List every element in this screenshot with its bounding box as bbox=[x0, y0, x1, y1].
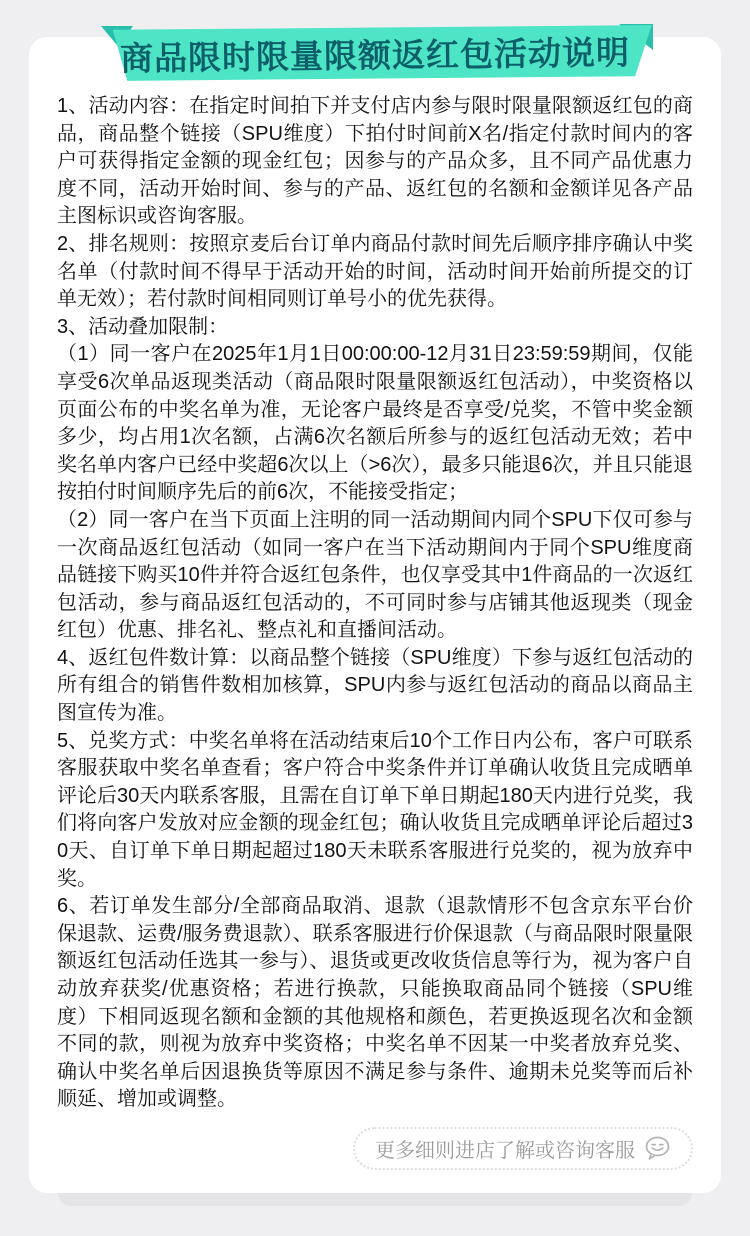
rules-text-block bbox=[57, 93, 693, 1114]
rule-paragraph-stacking-limit-heading: 3、活动叠加限制： bbox=[57, 315, 229, 338]
more-info-label: 更多细则进店了解或咨询客服 bbox=[375, 1140, 635, 1162]
activity-title-banner bbox=[96, 24, 654, 82]
rule-paragraph-cancel-refund: 6、若订单发生部分/全部商品取消、退款（退款情形不包含京东平台价保退款、运费/服务费退款）、联系客服进行价保退款（与商品限时限量限额返红包活动任选其一参与）、退货或更改收货信息等行为，视为客户自动放弃获奖/优惠资格；若进行换款，只能换取商品同个链接（SPU维度）下相同返现名额和金额的其他规格和颜色，若更换返现名次和金额不同的款，则视为放弃中奖资格；中奖名单不因某一中奖者放弃兑奖、确认中奖名单后因退换货等原因不满足参与条件、逾期未兑奖等而后补顺延、增加或调整。 bbox=[57, 895, 693, 1111]
page-title: 商品限时限量限额返红包活动说明 bbox=[119, 33, 631, 77]
card-stack-shadow bbox=[58, 1193, 692, 1206]
more-info-pill-button[interactable] bbox=[353, 1127, 693, 1170]
rule-paragraph-redeem-method: 5、兑奖方式：中奖名单将在活动结束后10个工作日内公布，客户可联系客服获取中奖名单查看；客户符合中奖条件并订单确认收货且完成晒单评论后30天内联系客服，且需在自订单下单日期起180天内进行兑奖，我们将向客户发放对应金额的现金红包；确认收货且完成晒单评论后超过30天、自订单下单日期起超过180天未联系客服进行兑奖的，视为放弃中奖。 bbox=[57, 729, 693, 890]
rule-paragraph-activity-content: 1、活动内容：在指定时间拍下并支付店内参与限时限量限额返红包的商品，商品整个链接（SPU维度）下拍付时间前X名/指定付款时间内的客户可获得指定金额的现金红包；因参与的产品众多，且不同产品优惠力度不同，活动开始时间、参与的产品、返红包的名额和金额详见各产品主图标识或咨询客服。 bbox=[57, 95, 693, 228]
rule-paragraph-stacking-limit-1: （1）同一客户在2025年1月1日00:00:00-12月31日23:59:59期间，仅能享受6次单品返现类活动（商品限时限量限额返红包活动），中奖资格以页面公布的中奖名单为准，无论客户最终是否享受/兑奖，不管中奖金额多少，均占用1次名额，占满6次名额后所参与的返红包活动无效；若中奖名单内客户已经中奖超6次以上（>6次），最多只能退6次，并且只能退按拍付时间顺序先后的前6次，不能接受指定； bbox=[57, 343, 693, 504]
chat-smiley-icon bbox=[644, 1136, 671, 1161]
rule-paragraph-ranking: 2、排名规则：按照京麦后台订单内商品付款时间先后顺序排序确认中奖名单（付款时间不得早于活动开始的时间，活动时间开始前所提交的订单无效）；若付款时间相同则订单号小的优先获得。 bbox=[57, 232, 693, 311]
rule-paragraph-stacking-limit-2: （2）同一客户在当下页面上注明的同一活动期间内同个SPU下仅可参与一次商品返红包活动（如同一客户在当下活动期间内于同个SPU维度商品链接下购买10件并符合返红包条件，也仅享受其中1件商品的一次返红包活动，参与商品返红包活动的，不可同时参与店铺其他返现类（现金红包）优惠、排名礼、整点礼和直播间活动。 bbox=[57, 508, 693, 642]
activity-rules-card bbox=[29, 37, 721, 1193]
rule-paragraph-piece-count: 4、返红包件数计算：以商品整个链接（SPU维度）下参与返红包活动的所有组合的销售件数相加核算，SPU内参与返红包活动的商品以商品主图宣传为准。 bbox=[57, 646, 693, 725]
